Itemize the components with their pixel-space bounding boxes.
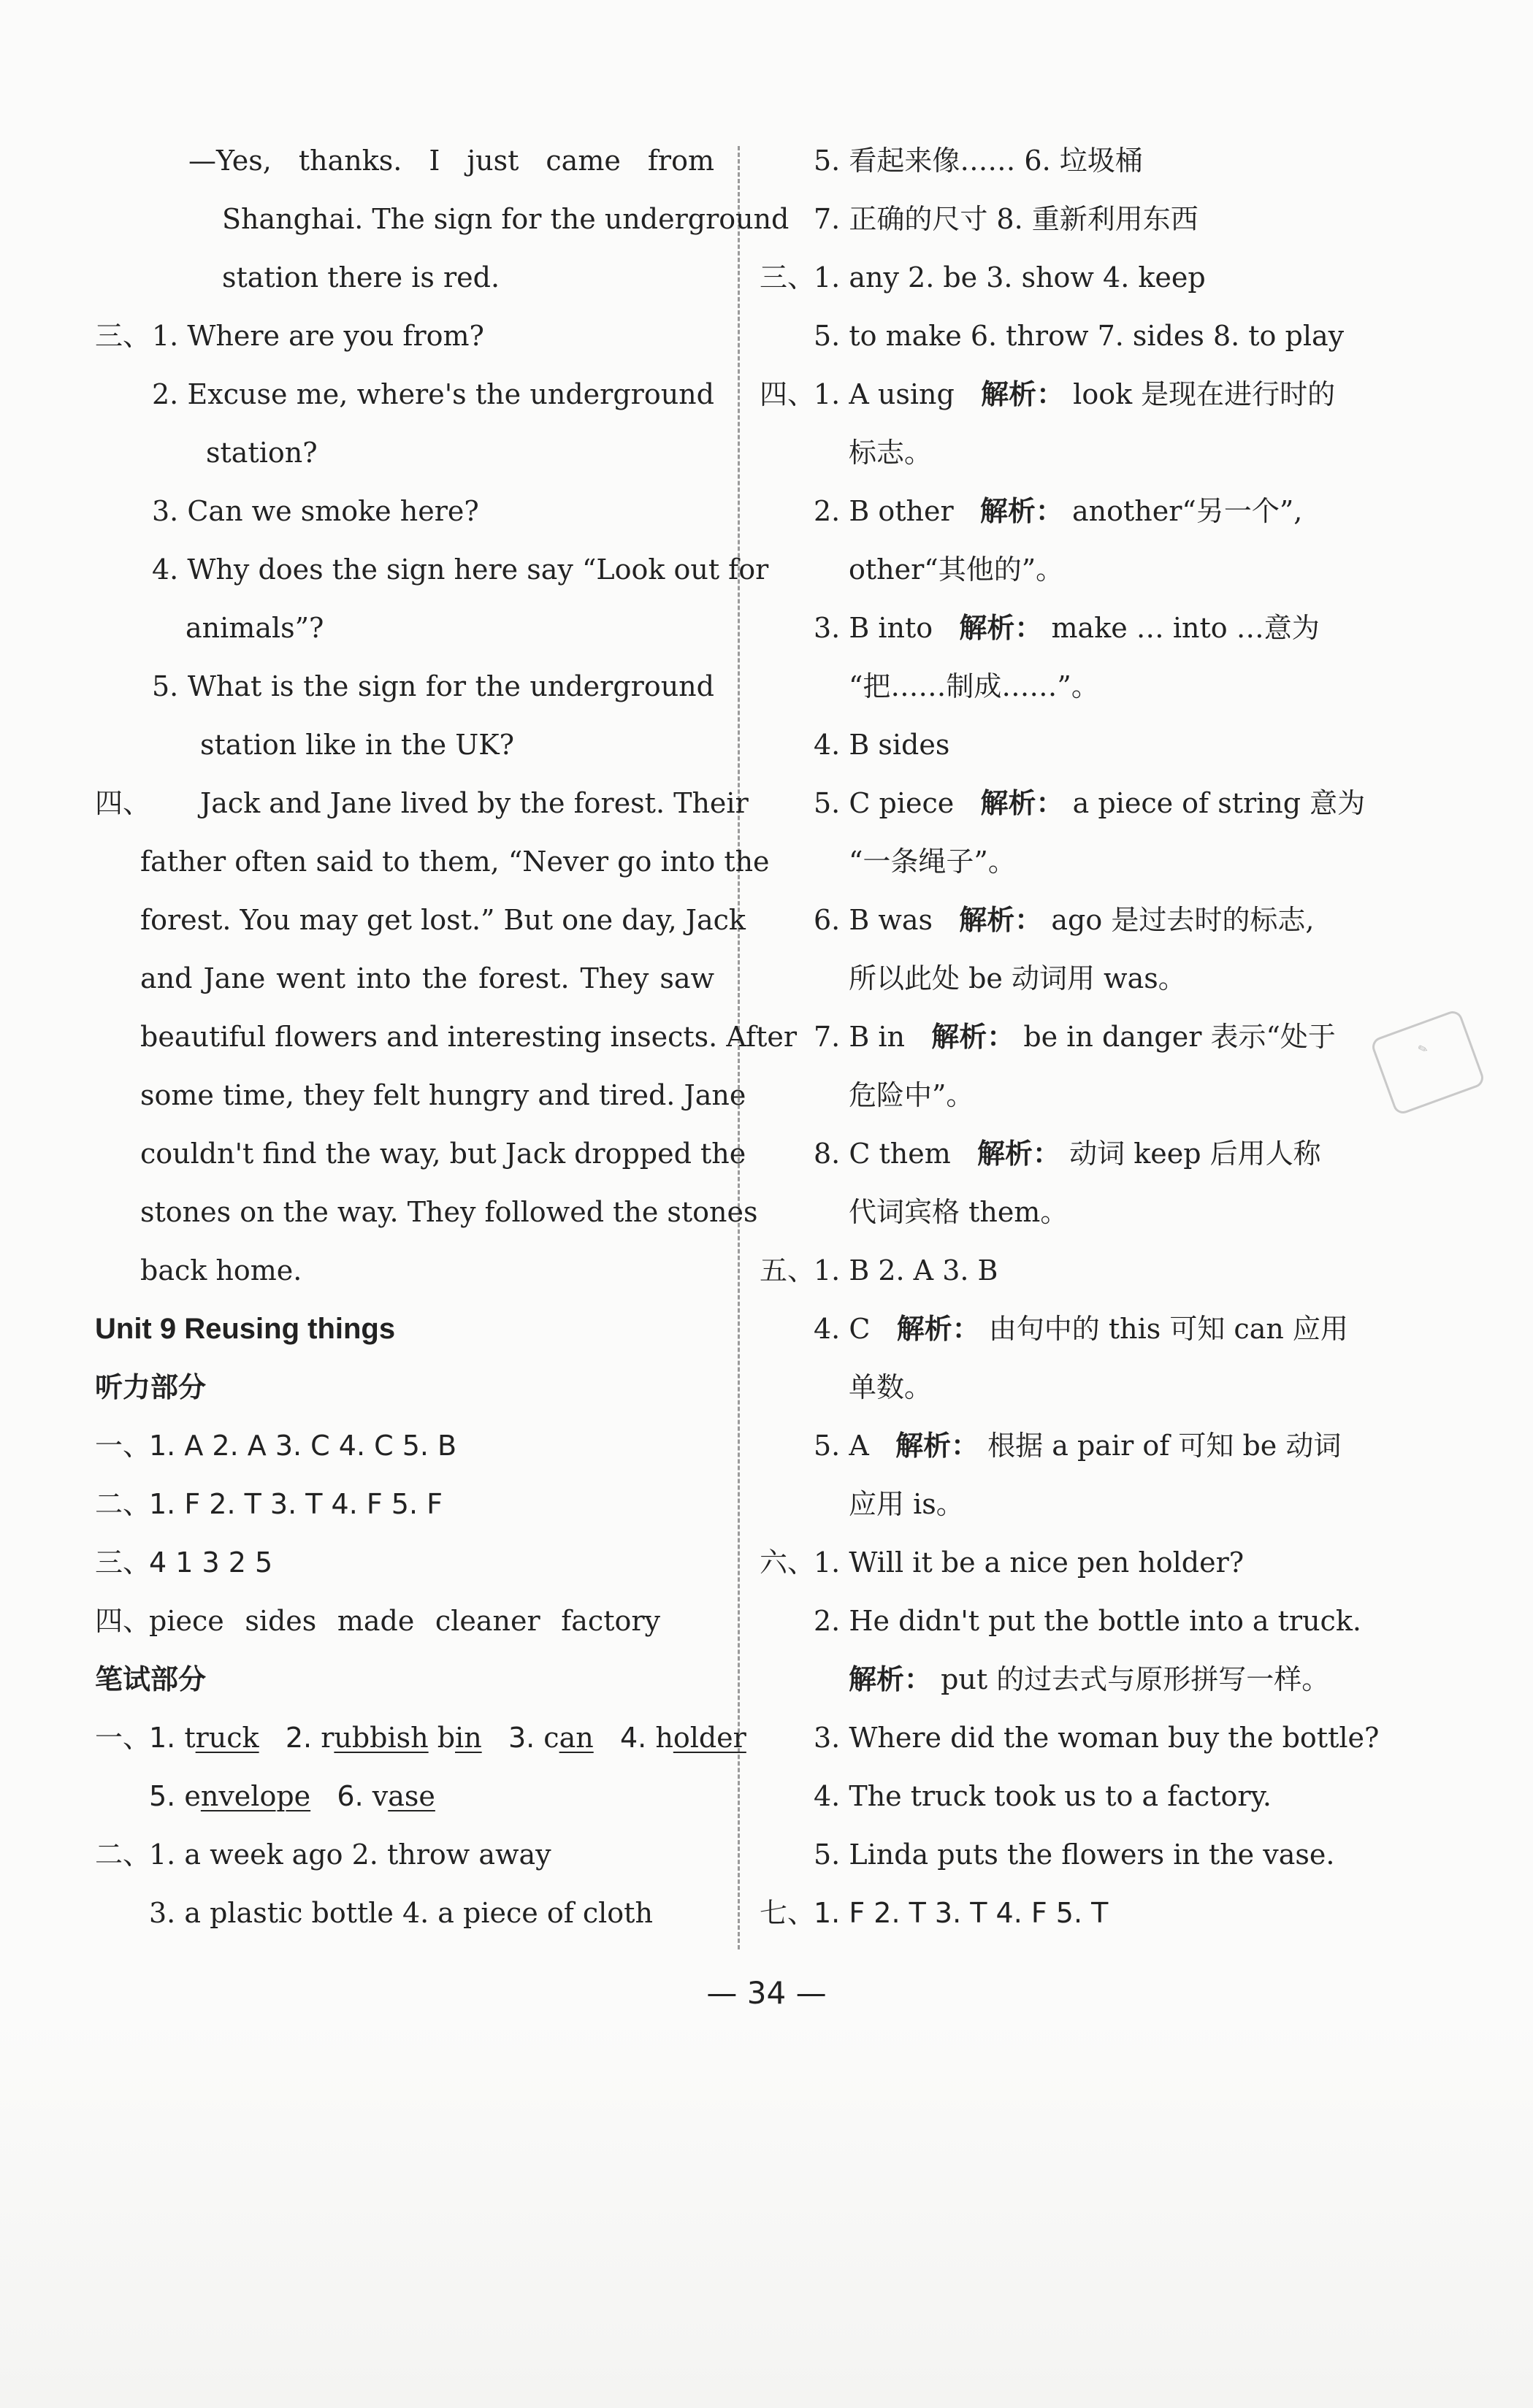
unit-title: Unit 9 Reusing things bbox=[95, 1313, 396, 1345]
r-s6-item-3: 3. Where did the woman buy the bottle? bbox=[814, 1722, 1380, 1754]
r-section-4-marker: 四、 bbox=[760, 378, 816, 410]
r-s7-answers: 1. F 2. T 3. T 4. F 5. T bbox=[814, 1897, 1109, 1929]
written-title: 笔试部分 bbox=[95, 1663, 207, 1695]
section-3-marker: 三、 bbox=[95, 320, 151, 352]
item-number: 3. bbox=[152, 495, 179, 527]
s3-item-2-cont: station? bbox=[206, 437, 318, 469]
vocab-row-1: 5. 看起来像…… 6. 垃圾桶 bbox=[814, 145, 1143, 177]
page-number: — 34 — bbox=[706, 1975, 827, 2011]
r-s6-item-1: 1. Will it be a nice pen holder? bbox=[814, 1546, 1245, 1579]
r-s4-item-5-cont: “一条绳子”。 bbox=[849, 846, 1016, 878]
passage-line-9: back home. bbox=[140, 1254, 302, 1287]
r-s4-item-1: 1. A using 解析： look 是现在进行时的 bbox=[814, 378, 1336, 410]
listening-2-marker: 二、 bbox=[95, 1488, 151, 1520]
r-s3-row-2: 5. to make 6. throw 7. sides 8. to play bbox=[814, 320, 1345, 352]
written-2-row-1: 1. a week ago 2. throw away bbox=[149, 1838, 551, 1871]
passage-line-6: some time, they felt hungry and tired. Jane bbox=[140, 1079, 746, 1111]
written-2-marker: 二、 bbox=[95, 1838, 151, 1871]
item-number: 1. bbox=[152, 320, 179, 352]
r-section-5-marker: 五、 bbox=[760, 1254, 816, 1287]
r-s4-item-6-cont: 所以此处 be 动词用 was。 bbox=[849, 962, 1186, 994]
dialogue-line-2: Shanghai. The sign for the underground bbox=[222, 203, 790, 235]
s3-item-5-cont: station like in the UK? bbox=[200, 729, 514, 761]
listening-3-marker: 三、 bbox=[95, 1546, 151, 1579]
s3-item-4-cont: animals”? bbox=[186, 612, 324, 644]
r-s5-item-4-cont: 单数。 bbox=[849, 1371, 933, 1403]
r-s6-item-2: 2. He didn't put the bottle into a truck. bbox=[814, 1605, 1361, 1637]
written-2-row-2: 3. a plastic bottle 4. a piece of cloth bbox=[149, 1897, 653, 1929]
r-section-6-marker: 六、 bbox=[760, 1546, 816, 1579]
written-1-row-2: 5. envelope 6. vase bbox=[149, 1780, 435, 1812]
listening-title: 听力部分 bbox=[95, 1371, 207, 1403]
item-number: 5. bbox=[152, 670, 179, 702]
written-1-marker: 一、 bbox=[95, 1722, 151, 1754]
r-s3-row-1: 1. any 2. be 3. show 4. keep bbox=[814, 261, 1206, 294]
r-section-7-marker: 七、 bbox=[760, 1897, 816, 1929]
r-s4-item-7-cont: 危险中”。 bbox=[849, 1079, 974, 1111]
dialogue-line-3: station there is red. bbox=[222, 261, 500, 294]
r-s4-item-5: 5. C piece 解析： a piece of string 意为 bbox=[814, 787, 1366, 819]
item-text: Can we smoke here? bbox=[187, 495, 479, 527]
passage-line-7: couldn't find the way, but Jack dropped the bbox=[140, 1138, 746, 1170]
passage-line-8: stones on the way. They followed the stones bbox=[140, 1196, 758, 1228]
r-section-3-marker: 三、 bbox=[760, 261, 816, 294]
watermark-stamp: ✎ bbox=[1369, 1008, 1486, 1116]
r-s4-item-2-cont: other“其他的”。 bbox=[849, 553, 1064, 586]
vocab-row-2: 7. 正确的尺寸 8. 重新利用东西 bbox=[814, 203, 1199, 235]
written-1-row-1: 1. truck 2. rubbish bin 3. can 4. holder bbox=[149, 1722, 746, 1754]
listening-2-answers: 1. F 2. T 3. T 4. F 5. F bbox=[149, 1488, 443, 1520]
item-number: 4. bbox=[152, 553, 179, 586]
passage-line-3: forest. You may get lost.” But one day, Jack bbox=[140, 904, 746, 936]
r-s4-item-6: 6. B was 解析： ago 是过去时的标志, bbox=[814, 904, 1315, 936]
r-s4-item-2: 2. B other 解析： another“另一个”, bbox=[814, 495, 1303, 527]
paper-background bbox=[0, 2015, 1533, 2408]
r-s5-item-4: 4. C 解析： 由句中的 this 可知 can 应用 bbox=[814, 1313, 1348, 1345]
item-text: Where are you from? bbox=[187, 320, 484, 352]
passage-line-5: beautiful flowers and interesting insects. After bbox=[140, 1021, 798, 1053]
s3-item-1 bbox=[152, 307, 484, 365]
passage-line-4: and Jane went into the forest. They saw bbox=[140, 962, 714, 994]
section-4-marker: 四、 bbox=[95, 787, 151, 819]
r-s5-item-5: 5. A 解析： 根据 a pair of 可知 be 动词 bbox=[814, 1430, 1342, 1462]
item-text: What is the sign for the underground bbox=[187, 670, 714, 702]
listening-4-marker: 四、 bbox=[95, 1605, 151, 1637]
r-s6-item-5: 5. Linda puts the flowers in the vase. bbox=[814, 1838, 1335, 1871]
passage-line-1: Jack and Jane lived by the forest. Their bbox=[200, 787, 749, 819]
s3-item-2 bbox=[152, 365, 714, 423]
item-number: 2. bbox=[152, 378, 179, 410]
item-text: Why does the sign here say “Look out for bbox=[187, 553, 769, 586]
r-s4-item-8: 8. C them 解析： 动词 keep 后用人称 bbox=[814, 1138, 1321, 1170]
r-s5-item-5-cont: 应用 is。 bbox=[849, 1488, 964, 1520]
s3-item-5 bbox=[152, 657, 714, 716]
r-s4-item-7: 7. B in 解析： be in danger 表示“处于 bbox=[814, 1021, 1336, 1053]
item-text: Excuse me, where's the underground bbox=[187, 378, 714, 410]
listening-1-marker: 一、 bbox=[95, 1430, 151, 1462]
s3-item-3 bbox=[152, 482, 479, 540]
listening-4-answers: piece sides made cleaner factory bbox=[149, 1605, 660, 1637]
r-s6-note: 解析： put 的过去式与原形拼写一样。 bbox=[849, 1663, 1330, 1695]
dialogue-line-1: —Yes, thanks. I just came from bbox=[188, 145, 714, 177]
listening-3-answers: 4 1 3 2 5 bbox=[149, 1546, 273, 1579]
r-s5-row-1: 1. B 2. A 3. B bbox=[814, 1254, 998, 1287]
r-s4-item-3-cont: “把……制成……”。 bbox=[849, 670, 1099, 702]
r-s4-item-4: 4. B sides bbox=[814, 729, 950, 761]
r-s4-item-8-cont: 代词宾格 them。 bbox=[849, 1196, 1068, 1228]
listening-1-answers: 1. A 2. A 3. C 4. C 5. B bbox=[149, 1430, 457, 1462]
r-s4-item-1-cont: 标志。 bbox=[849, 437, 933, 469]
s3-item-4 bbox=[152, 540, 769, 599]
r-s6-item-4: 4. The truck took us to a factory. bbox=[814, 1780, 1272, 1812]
passage-line-2: father often said to them, “Never go into the bbox=[140, 846, 770, 878]
r-s4-item-3: 3. B into 解析： make … into …意为 bbox=[814, 612, 1320, 644]
